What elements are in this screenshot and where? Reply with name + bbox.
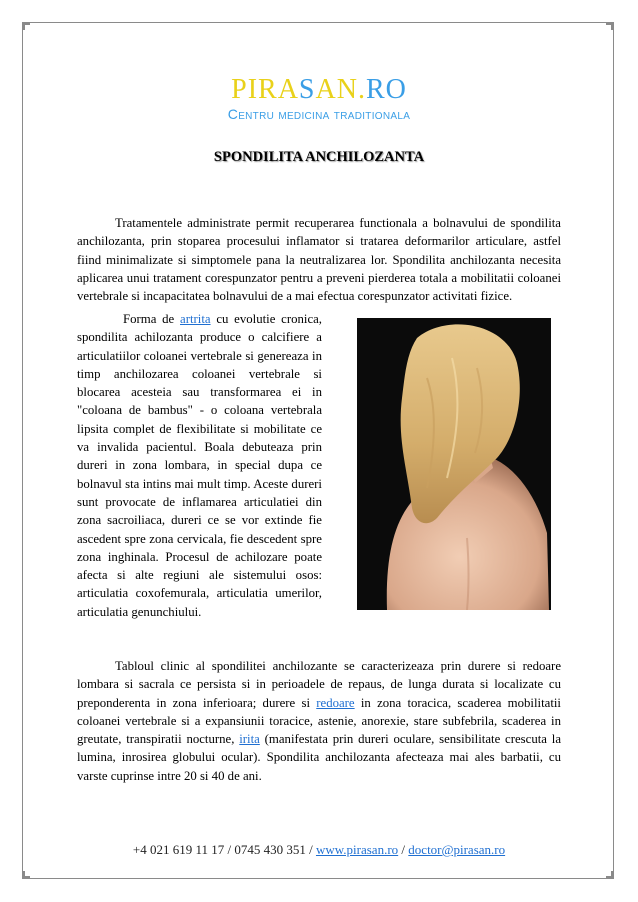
footer-phones: +4 021 619 11 17 / 0745 430 351 / bbox=[132, 842, 313, 857]
logo-subtitle: Centru medicina traditionala bbox=[227, 106, 411, 122]
corner-ornament bbox=[606, 22, 614, 30]
email-link[interactable]: doctor@pirasan.ro bbox=[408, 842, 506, 857]
intro-paragraph: Tratamentele administrate permit recuperarea functionala a bolnavului de spondilita anchilozanta, prin stoparea procesului inflamator si tratarea deformarilor articulare, astfel fiind minimalizate si simptomele pana la neutralizarea lor. Spondilita anchilozanta necesita aplicarea unui tratament corespunzator pentru a preveni pierderea totala a mobilitatii coloanei vertebrale si incapacitatea bolnavului de a mai efectua corespunzator activitati fizice. bbox=[77, 216, 561, 304]
website-link[interactable]: www.pirasan.ro bbox=[315, 842, 399, 857]
irita-link[interactable]: irita bbox=[239, 732, 260, 747]
clinical-paragraph: Tabloul clinic al spondilitei anchilozante se caracterizeaza prin durere si redoare lombara si sacrala ce persista si in perioadele de repaus, de lunga durata si localizate cu preponderenta in zona inferioara; durere si redoare in zona toracica, scaderea mobilitatii coloanei vertebrale si a expansiunii toracice, astenie, anorexie, stare subfebrila, scaderea in greutate, transpiratii nocturne, irita (manifestata prin dureri oculare, sensibilitate crescuta la lumina, inrosirea globului ocular). Spondilita anchilozanta afecteaza mai ales barbatii, cu varste cuprinse intre 20 si 40 de ani. bbox=[77, 659, 562, 783]
site-logo bbox=[0, 76, 638, 122]
corner-ornament bbox=[22, 22, 30, 30]
logo-wordmark: PIRASAN.RO bbox=[231, 74, 407, 105]
description-paragraph: Forma de artrita cu evolutie cronica, spondilita achilozanta produce o calcifiere a articulatiilor coloanei vertebrale si genereaza in timp anchilozarea coloanei vertebrale si blocarea acesteia sau transformarea ei in "coloana de bambus" - o coloana vertebrala lipsita complet de flexibilitate si mobilitate ce va invalida pacientul. Boala debuteaza prin dureri in zona lombara, in special dupa ce bolnavul sta intins mai mult timp. Aceste dureri sunt provocate de inflamarea articulatiei din zona sacroiliaca, dureri ce se vor extinde fie ascedent spre zona cervicala, fie descedent spre zona inghinala. Procesul de achilozare poate afecta si alte regiuni ale sistemului osos: articulatia coxofemurala, articulatia umerilor, articulatia genunchiului. bbox=[77, 312, 323, 619]
corner-ornament bbox=[22, 871, 30, 879]
page-title: SPONDILITA ANCHILOZANTA bbox=[213, 149, 425, 165]
woman-back-illustration bbox=[357, 318, 551, 610]
artrita-link[interactable]: artrita bbox=[180, 312, 211, 326]
corner-ornament bbox=[606, 871, 614, 879]
footer-contact bbox=[0, 842, 638, 858]
redoare-link[interactable]: redoare bbox=[316, 695, 355, 710]
footer-separator: / bbox=[401, 842, 406, 857]
back-photo bbox=[357, 318, 551, 610]
